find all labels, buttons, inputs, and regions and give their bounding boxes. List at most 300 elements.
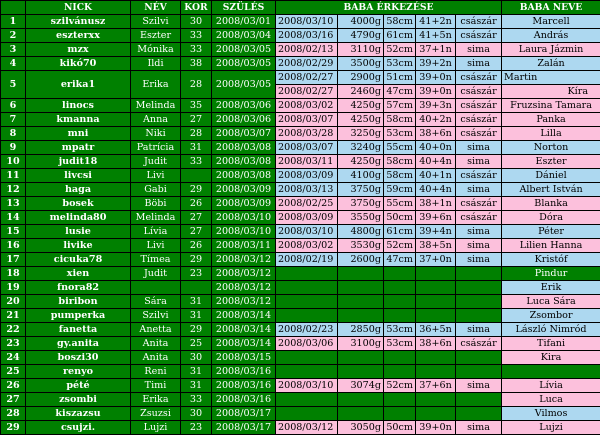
row-length: 55cm: [384, 197, 416, 211]
row-index: 4: [1, 57, 26, 71]
row-due-date: 2008/03/12: [212, 253, 276, 267]
row-length: 53cm: [384, 57, 416, 71]
row-nick: pumperka: [26, 309, 131, 323]
row-name: Lívia: [131, 225, 181, 239]
row-age: 26: [181, 197, 212, 211]
row-birth-type: sima: [456, 43, 502, 57]
row-nick: mni: [26, 127, 131, 141]
row-birth-date: 2008/03/09: [276, 169, 338, 183]
row-due-date: 2008/03/08: [212, 169, 276, 183]
row-due-date: 2008/03/08: [212, 155, 276, 169]
row-due-date: 2008/03/12: [212, 267, 276, 281]
row-baby-name: Norton: [502, 141, 600, 155]
row-nick: haga: [26, 183, 131, 197]
row-birth-type: sima: [456, 57, 502, 71]
row-baby-name: Vilmos: [502, 407, 600, 421]
row-nick: bosek: [26, 197, 131, 211]
row-birth-date: [276, 407, 338, 421]
table-row: [1, 309, 600, 323]
row-birth-date: 2008/03/10: [276, 379, 338, 393]
row-length: [384, 407, 416, 421]
row-weight: 2600g: [338, 253, 384, 267]
row-baby-name: Zsombor: [502, 309, 600, 323]
row-weight: 4250g: [338, 155, 384, 169]
row-age: 29: [181, 253, 212, 267]
row-index: 21: [1, 309, 26, 323]
row-week: [416, 295, 456, 309]
row-age: 31: [181, 141, 212, 155]
row-weight: 4800g: [338, 225, 384, 239]
row-nick: melinda80: [26, 211, 131, 225]
header-szules: SZÜLÉS: [212, 1, 276, 15]
row-baby-name: Blanka: [502, 197, 600, 211]
row-age: 30: [181, 351, 212, 365]
row-birth-type: császár: [456, 197, 502, 211]
row-baby-name: Kira: [502, 351, 600, 365]
row-due-date: 2008/03/05: [212, 71, 276, 99]
row-name: Sára: [131, 295, 181, 309]
row-birth-date: 2008/03/28: [276, 127, 338, 141]
row-due-date: 2008/03/11: [212, 239, 276, 253]
row-length: [384, 393, 416, 407]
row-age: 28: [181, 127, 212, 141]
row-birth-type: sima: [456, 141, 502, 155]
row-weight: 3750g: [338, 183, 384, 197]
table-row: [1, 155, 600, 169]
row-age: [181, 281, 212, 295]
row-birth-date: 2008/02/13: [276, 43, 338, 57]
table-row: [1, 211, 600, 225]
row-length: 53cm: [384, 323, 416, 337]
row-name: Anita: [131, 337, 181, 351]
row-weight: [338, 267, 384, 281]
row-birth-date: 2008/03/10: [276, 15, 338, 29]
table-row: [1, 43, 600, 57]
row-week: [416, 393, 456, 407]
row-age: 28: [181, 71, 212, 99]
row-length: [384, 281, 416, 295]
row-name: Anetta: [131, 323, 181, 337]
row-age: 31: [181, 309, 212, 323]
row-birth-type: sima: [456, 253, 502, 267]
row-weight: 4790g: [338, 29, 384, 43]
row-length: [384, 295, 416, 309]
row-baby-name: Panka: [502, 113, 600, 127]
row-age: 31: [181, 365, 212, 379]
table-row: [1, 407, 600, 421]
row-due-date: 2008/03/15: [212, 351, 276, 365]
row-week: 39+6n: [416, 211, 456, 225]
row-nick: kikó70: [26, 57, 131, 71]
row-birth-type: császár: [456, 71, 502, 85]
row-index: 25: [1, 365, 26, 379]
row-index: 29: [1, 421, 26, 435]
row-birth-type: [456, 407, 502, 421]
table-row: [1, 113, 600, 127]
row-nick: pété: [26, 379, 131, 393]
row-nick: erika1: [26, 71, 131, 99]
row-length: 57cm: [384, 99, 416, 113]
row-length: 50cm: [384, 421, 416, 435]
row-birth-date: 2008/03/02: [276, 99, 338, 113]
row-name: Erika: [131, 393, 181, 407]
row-birth-type: sima: [456, 323, 502, 337]
table-row: [1, 197, 600, 211]
row-length: 58cm: [384, 15, 416, 29]
row-age: 23: [181, 267, 212, 281]
twin-weight: 2460g: [338, 85, 384, 99]
row-birth-type: császár: [456, 337, 502, 351]
row-name: Anna: [131, 113, 181, 127]
row-age: 25: [181, 337, 212, 351]
row-age: 27: [181, 211, 212, 225]
row-week: [416, 351, 456, 365]
row-nick: xien: [26, 267, 131, 281]
row-age: [181, 169, 212, 183]
row-birth-date: 2008/03/16: [276, 29, 338, 43]
row-birth-type: sima: [456, 421, 502, 435]
row-weight: 3550g: [338, 211, 384, 225]
table-row: [1, 15, 600, 29]
table-row: [1, 267, 600, 281]
row-age: 27: [181, 225, 212, 239]
twin-birth-date: 2008/02/27: [276, 85, 338, 99]
table-row: [1, 393, 600, 407]
row-birth-type: császár: [456, 169, 502, 183]
row-baby-name: Dániel: [502, 169, 600, 183]
row-weight: 4000g: [338, 15, 384, 29]
header-baba-erkezese: BABA ÉRKEZÉSE: [276, 1, 502, 15]
row-birth-type: sima: [456, 225, 502, 239]
row-name: Szilvi: [131, 309, 181, 323]
row-name: Zsuzsi: [131, 407, 181, 421]
row-due-date: 2008/03/14: [212, 323, 276, 337]
row-birth-type: császár: [456, 127, 502, 141]
header-row: [1, 1, 600, 15]
row-nick: judit18: [26, 155, 131, 169]
table-row: [1, 57, 600, 71]
row-week: 40+2n: [416, 113, 456, 127]
row-name: Livi: [131, 239, 181, 253]
row-age: 26: [181, 239, 212, 253]
row-week: [416, 365, 456, 379]
row-due-date: 2008/03/07: [212, 127, 276, 141]
row-name: Timi: [131, 379, 181, 393]
row-nick: zsombi: [26, 393, 131, 407]
row-name: Melinda: [131, 211, 181, 225]
table-row: [1, 337, 600, 351]
row-nick: livcsi: [26, 169, 131, 183]
table-row: [1, 421, 600, 435]
row-weight: 2850g: [338, 323, 384, 337]
row-week: 39+4n: [416, 225, 456, 239]
row-week: 36+5n: [416, 323, 456, 337]
row-birth-date: 2008/03/09: [276, 211, 338, 225]
row-due-date: 2008/03/16: [212, 365, 276, 379]
row-week: 40+4n: [416, 155, 456, 169]
row-birth-type: sima: [456, 379, 502, 393]
row-nick: livike: [26, 239, 131, 253]
row-baby-name: Lujzi: [502, 421, 600, 435]
table-row: [1, 141, 600, 155]
row-index: 10: [1, 155, 26, 169]
header-nev: NÉV: [131, 1, 181, 15]
row-nick: szilvánusz: [26, 15, 131, 29]
row-birth-date: 2008/03/07: [276, 141, 338, 155]
table-row: [1, 183, 600, 197]
row-weight: 3530g: [338, 239, 384, 253]
row-week: 39+0n: [416, 71, 456, 85]
row-weight: 3240g: [338, 141, 384, 155]
row-weight: [338, 281, 384, 295]
row-weight: [338, 351, 384, 365]
twin-week: 39+0n: [416, 85, 456, 99]
row-birth-type: császár: [456, 211, 502, 225]
row-due-date: 2008/03/10: [212, 211, 276, 225]
row-baby-name: Albert István: [502, 183, 600, 197]
row-due-date: 2008/03/01: [212, 15, 276, 29]
row-index: 24: [1, 351, 26, 365]
row-due-date: 2008/03/16: [212, 379, 276, 393]
row-due-date: 2008/03/08: [212, 141, 276, 155]
row-age: 33: [181, 155, 212, 169]
row-index: 27: [1, 393, 26, 407]
row-age: 31: [181, 295, 212, 309]
table-body: [1, 15, 600, 435]
row-age: 33: [181, 29, 212, 43]
row-birth-type: [456, 295, 502, 309]
row-index: 14: [1, 211, 26, 225]
row-length: 58cm: [384, 155, 416, 169]
table-row: [1, 127, 600, 141]
row-length: [384, 365, 416, 379]
row-age: 33: [181, 393, 212, 407]
row-weight: 4250g: [338, 113, 384, 127]
row-length: 52cm: [384, 239, 416, 253]
row-nick: fanetta: [26, 323, 131, 337]
row-length: [384, 267, 416, 281]
row-nick: kiszazsu: [26, 407, 131, 421]
row-due-date: 2008/03/04: [212, 29, 276, 43]
row-baby-name: Lilla: [502, 127, 600, 141]
row-baby-name: Tifani: [502, 337, 600, 351]
row-due-date: 2008/03/16: [212, 393, 276, 407]
row-baby-name: Luca: [502, 393, 600, 407]
row-index: 3: [1, 43, 26, 57]
row-week: [416, 267, 456, 281]
row-week: 38+1n: [416, 197, 456, 211]
row-birth-type: sima: [456, 183, 502, 197]
table-row: [1, 379, 600, 393]
row-baby-name: Dóra: [502, 211, 600, 225]
row-due-date: 2008/03/06: [212, 113, 276, 127]
row-birth-date: 2008/03/11: [276, 155, 338, 169]
row-week: 39+0n: [416, 421, 456, 435]
row-nick: mpatr: [26, 141, 131, 155]
row-index: 22: [1, 323, 26, 337]
row-birth-date: 2008/03/12: [276, 421, 338, 435]
row-age: 29: [181, 323, 212, 337]
row-due-date: 2008/03/12: [212, 281, 276, 295]
table-row: [1, 365, 600, 379]
row-nick: kmanna: [26, 113, 131, 127]
row-birth-type: [456, 309, 502, 323]
row-name: Judit: [131, 267, 181, 281]
row-index: 5: [1, 71, 26, 99]
row-due-date: 2008/03/09: [212, 183, 276, 197]
row-birth-type: császár: [456, 15, 502, 29]
row-baby-name: [502, 365, 600, 379]
row-length: [384, 351, 416, 365]
row-nick: mzx: [26, 43, 131, 57]
row-weight: 3110g: [338, 43, 384, 57]
row-birth-type: császár: [456, 99, 502, 113]
row-birth-type: [456, 281, 502, 295]
row-length: 58cm: [384, 169, 416, 183]
row-baby-name: András: [502, 29, 600, 43]
row-index: 28: [1, 407, 26, 421]
row-weight: 3100g: [338, 337, 384, 351]
row-name: Niki: [131, 127, 181, 141]
row-due-date: 2008/03/14: [212, 337, 276, 351]
row-weight: 4250g: [338, 99, 384, 113]
table-row: [1, 71, 600, 85]
row-name: Mónika: [131, 43, 181, 57]
row-weight: [338, 309, 384, 323]
row-age: 30: [181, 15, 212, 29]
row-weight: 3500g: [338, 57, 384, 71]
row-nick: cicuka78: [26, 253, 131, 267]
row-index: 19: [1, 281, 26, 295]
row-name: Tímea: [131, 253, 181, 267]
row-birth-date: 2008/02/25: [276, 197, 338, 211]
table-row: [1, 99, 600, 113]
row-birth-type: sima: [456, 155, 502, 169]
row-birth-type: [456, 351, 502, 365]
row-birth-date: [276, 267, 338, 281]
row-weight: [338, 365, 384, 379]
header-baba-neve: BABA NEVE: [502, 1, 600, 15]
row-nick: linocs: [26, 99, 131, 113]
table-row: [1, 295, 600, 309]
row-index: 20: [1, 295, 26, 309]
row-length: 51cm: [384, 71, 416, 85]
row-name: Ildi: [131, 57, 181, 71]
row-birth-date: [276, 295, 338, 309]
row-due-date: 2008/03/12: [212, 295, 276, 309]
row-index: 9: [1, 141, 26, 155]
row-length: 61cm: [384, 29, 416, 43]
row-nick: boszi30: [26, 351, 131, 365]
row-length: 47cm: [384, 253, 416, 267]
row-name: Livi: [131, 169, 181, 183]
row-length: [384, 309, 416, 323]
row-week: 37+1n: [416, 43, 456, 57]
row-birth-type: császár: [456, 29, 502, 43]
row-age: 31: [181, 379, 212, 393]
row-age: 33: [181, 43, 212, 57]
row-birth-date: 2008/02/19: [276, 253, 338, 267]
row-birth-date: 2008/03/02: [276, 239, 338, 253]
row-birth-date: 2008/03/13: [276, 183, 338, 197]
row-index: 1: [1, 15, 26, 29]
row-index: 2: [1, 29, 26, 43]
row-name: Böbi: [131, 197, 181, 211]
row-index: 13: [1, 197, 26, 211]
row-week: 39+3n: [416, 99, 456, 113]
row-index: 11: [1, 169, 26, 183]
row-length: 55cm: [384, 141, 416, 155]
row-birth-type: [456, 393, 502, 407]
row-nick: gy.anita: [26, 337, 131, 351]
table-row: [1, 169, 600, 183]
row-birth-date: [276, 351, 338, 365]
row-week: 37+6n: [416, 379, 456, 393]
row-age: 23: [181, 421, 212, 435]
row-birth-type: császár: [456, 113, 502, 127]
row-birth-date: 2008/02/27: [276, 71, 338, 85]
row-age: 27: [181, 113, 212, 127]
row-name: Lujzi: [131, 421, 181, 435]
row-age: 30: [181, 407, 212, 421]
twin-baby-name: Kíra: [502, 85, 600, 99]
row-weight: [338, 295, 384, 309]
row-week: 37+0n: [416, 253, 456, 267]
table-row: [1, 239, 600, 253]
row-weight: 3050g: [338, 421, 384, 435]
row-week: 38+6n: [416, 337, 456, 351]
row-baby-name: Erik: [502, 281, 600, 295]
header-kor: KOR: [181, 1, 212, 15]
row-weight: 3250g: [338, 127, 384, 141]
row-age: 38: [181, 57, 212, 71]
row-length: 50cm: [384, 211, 416, 225]
row-name: Patrícia: [131, 141, 181, 155]
row-nick: biribon: [26, 295, 131, 309]
row-baby-name: László Nimród: [502, 323, 600, 337]
row-due-date: 2008/03/17: [212, 407, 276, 421]
row-length: 52cm: [384, 43, 416, 57]
table-row: [1, 281, 600, 295]
row-week: 40+0n: [416, 141, 456, 155]
row-baby-name: Luca Sára: [502, 295, 600, 309]
row-name: Eszter: [131, 29, 181, 43]
row-index: 17: [1, 253, 26, 267]
row-weight: 4100g: [338, 169, 384, 183]
row-birth-date: [276, 365, 338, 379]
row-baby-name: Lívia: [502, 379, 600, 393]
row-baby-name: Eszter: [502, 155, 600, 169]
header-index: [1, 1, 26, 15]
row-due-date: 2008/03/06: [212, 99, 276, 113]
row-birth-date: 2008/02/23: [276, 323, 338, 337]
row-birth-date: [276, 393, 338, 407]
table-row: [1, 225, 600, 239]
row-week: 41+5n: [416, 29, 456, 43]
table-row: [1, 323, 600, 337]
row-week: [416, 407, 456, 421]
row-nick: eszterxx: [26, 29, 131, 43]
row-birth-date: [276, 281, 338, 295]
row-index: 12: [1, 183, 26, 197]
row-baby-name: Martin: [502, 71, 600, 85]
row-weight: [338, 393, 384, 407]
row-week: [416, 281, 456, 295]
row-weight: 3074g: [338, 379, 384, 393]
row-due-date: 2008/03/14: [212, 309, 276, 323]
row-name: Erika: [131, 71, 181, 99]
row-baby-name: Lilien Hanna: [502, 239, 600, 253]
